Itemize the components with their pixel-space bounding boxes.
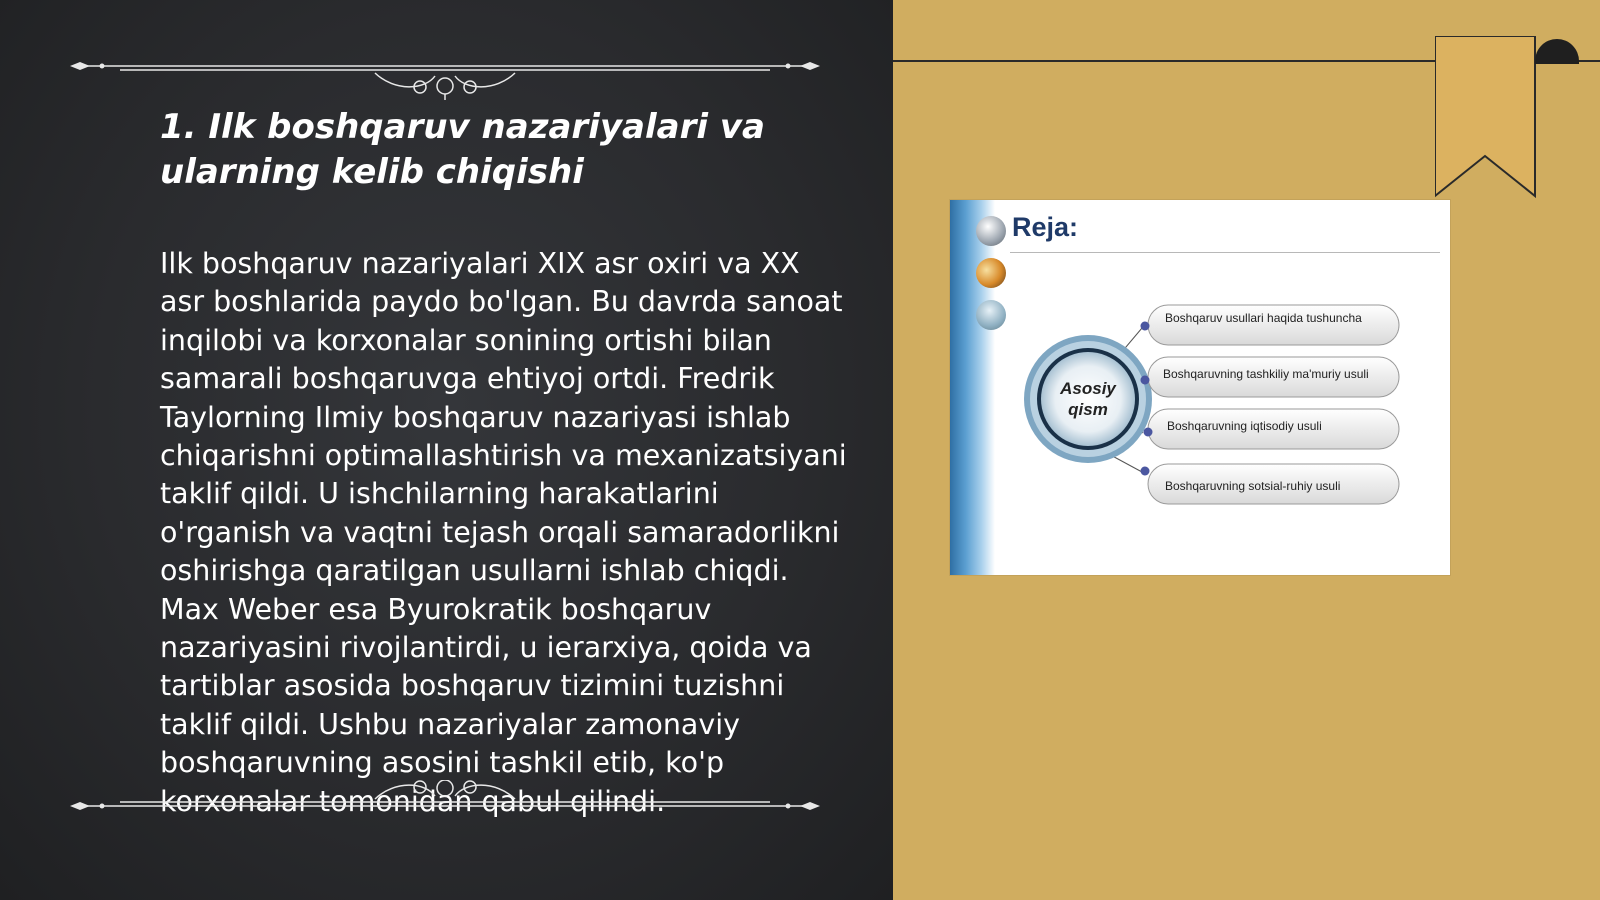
- center-label-line1: Asosiy: [1060, 379, 1116, 398]
- plan-item-2: [1141, 357, 1400, 397]
- plan-heading: Reja:: [1012, 212, 1079, 242]
- plan-heading-rule: [1010, 252, 1440, 253]
- center-node: [1024, 335, 1152, 463]
- top-ornament: [65, 40, 825, 100]
- slide-title: 1. Ilk boshqaruv nazariyalari va ularning kelib chiqishi: [160, 107, 765, 192]
- slide-body-text: Ilk boshqaruv nazariyalari XIX asr oxiri va XX asr boshlarida paydo bo'lgan. Bu davrda sanoat inqilobi va korxonalar sonining ortishi bilan samarali boshqaruvga ehtiyoj ortdi. Fredrik Taylorning Ilmiy boshqaruv nazariyasi ishlab chiqarishni optimallashtirish va mexanizatsiyani taklif qildi. U ishchilarning harakatlarini o'rganish va vaqtni tejash orqali samaradorlikni oshirishga qaratilgan usullarni ishlab chiqdi. Max Weber esa Byurokratik boshqaruv nazariyasini rivojlantirdi, u ierarxiya, qoida va tartiblar asosida boshqaruv tizimini tuzishni taklif qildi. Ushbu nazariyalar zamonaviy boshqaruvning asosini tashkil etib, ko'p korxonalar tomonidan qabul qilindi.: [160, 247, 847, 818]
- slide-side-bar: [950, 200, 995, 575]
- plan-item-4: [1141, 464, 1400, 504]
- plan-item-label: Boshqaruvning sotsial-ruhiy usuli: [1165, 479, 1341, 493]
- plan-diagram: [995, 260, 1450, 575]
- embedded-slide-image: [950, 200, 1450, 575]
- plan-item-1: [1141, 305, 1400, 345]
- globe-icon: [976, 216, 1006, 246]
- bookmark-ribbon: [1435, 36, 1600, 206]
- plan-item-label: Boshqaruvning iqtisodiy usuli: [1167, 419, 1322, 433]
- bottom-ornament: [65, 780, 825, 840]
- plan-item-label: Boshqaruv usullari haqida tushuncha: [1165, 311, 1362, 325]
- plan-item-label: Boshqaruvning tashkiliy ma'muriy usuli: [1163, 367, 1369, 381]
- center-label-line2: qism: [1068, 400, 1108, 419]
- plan-item-3: [1144, 409, 1400, 449]
